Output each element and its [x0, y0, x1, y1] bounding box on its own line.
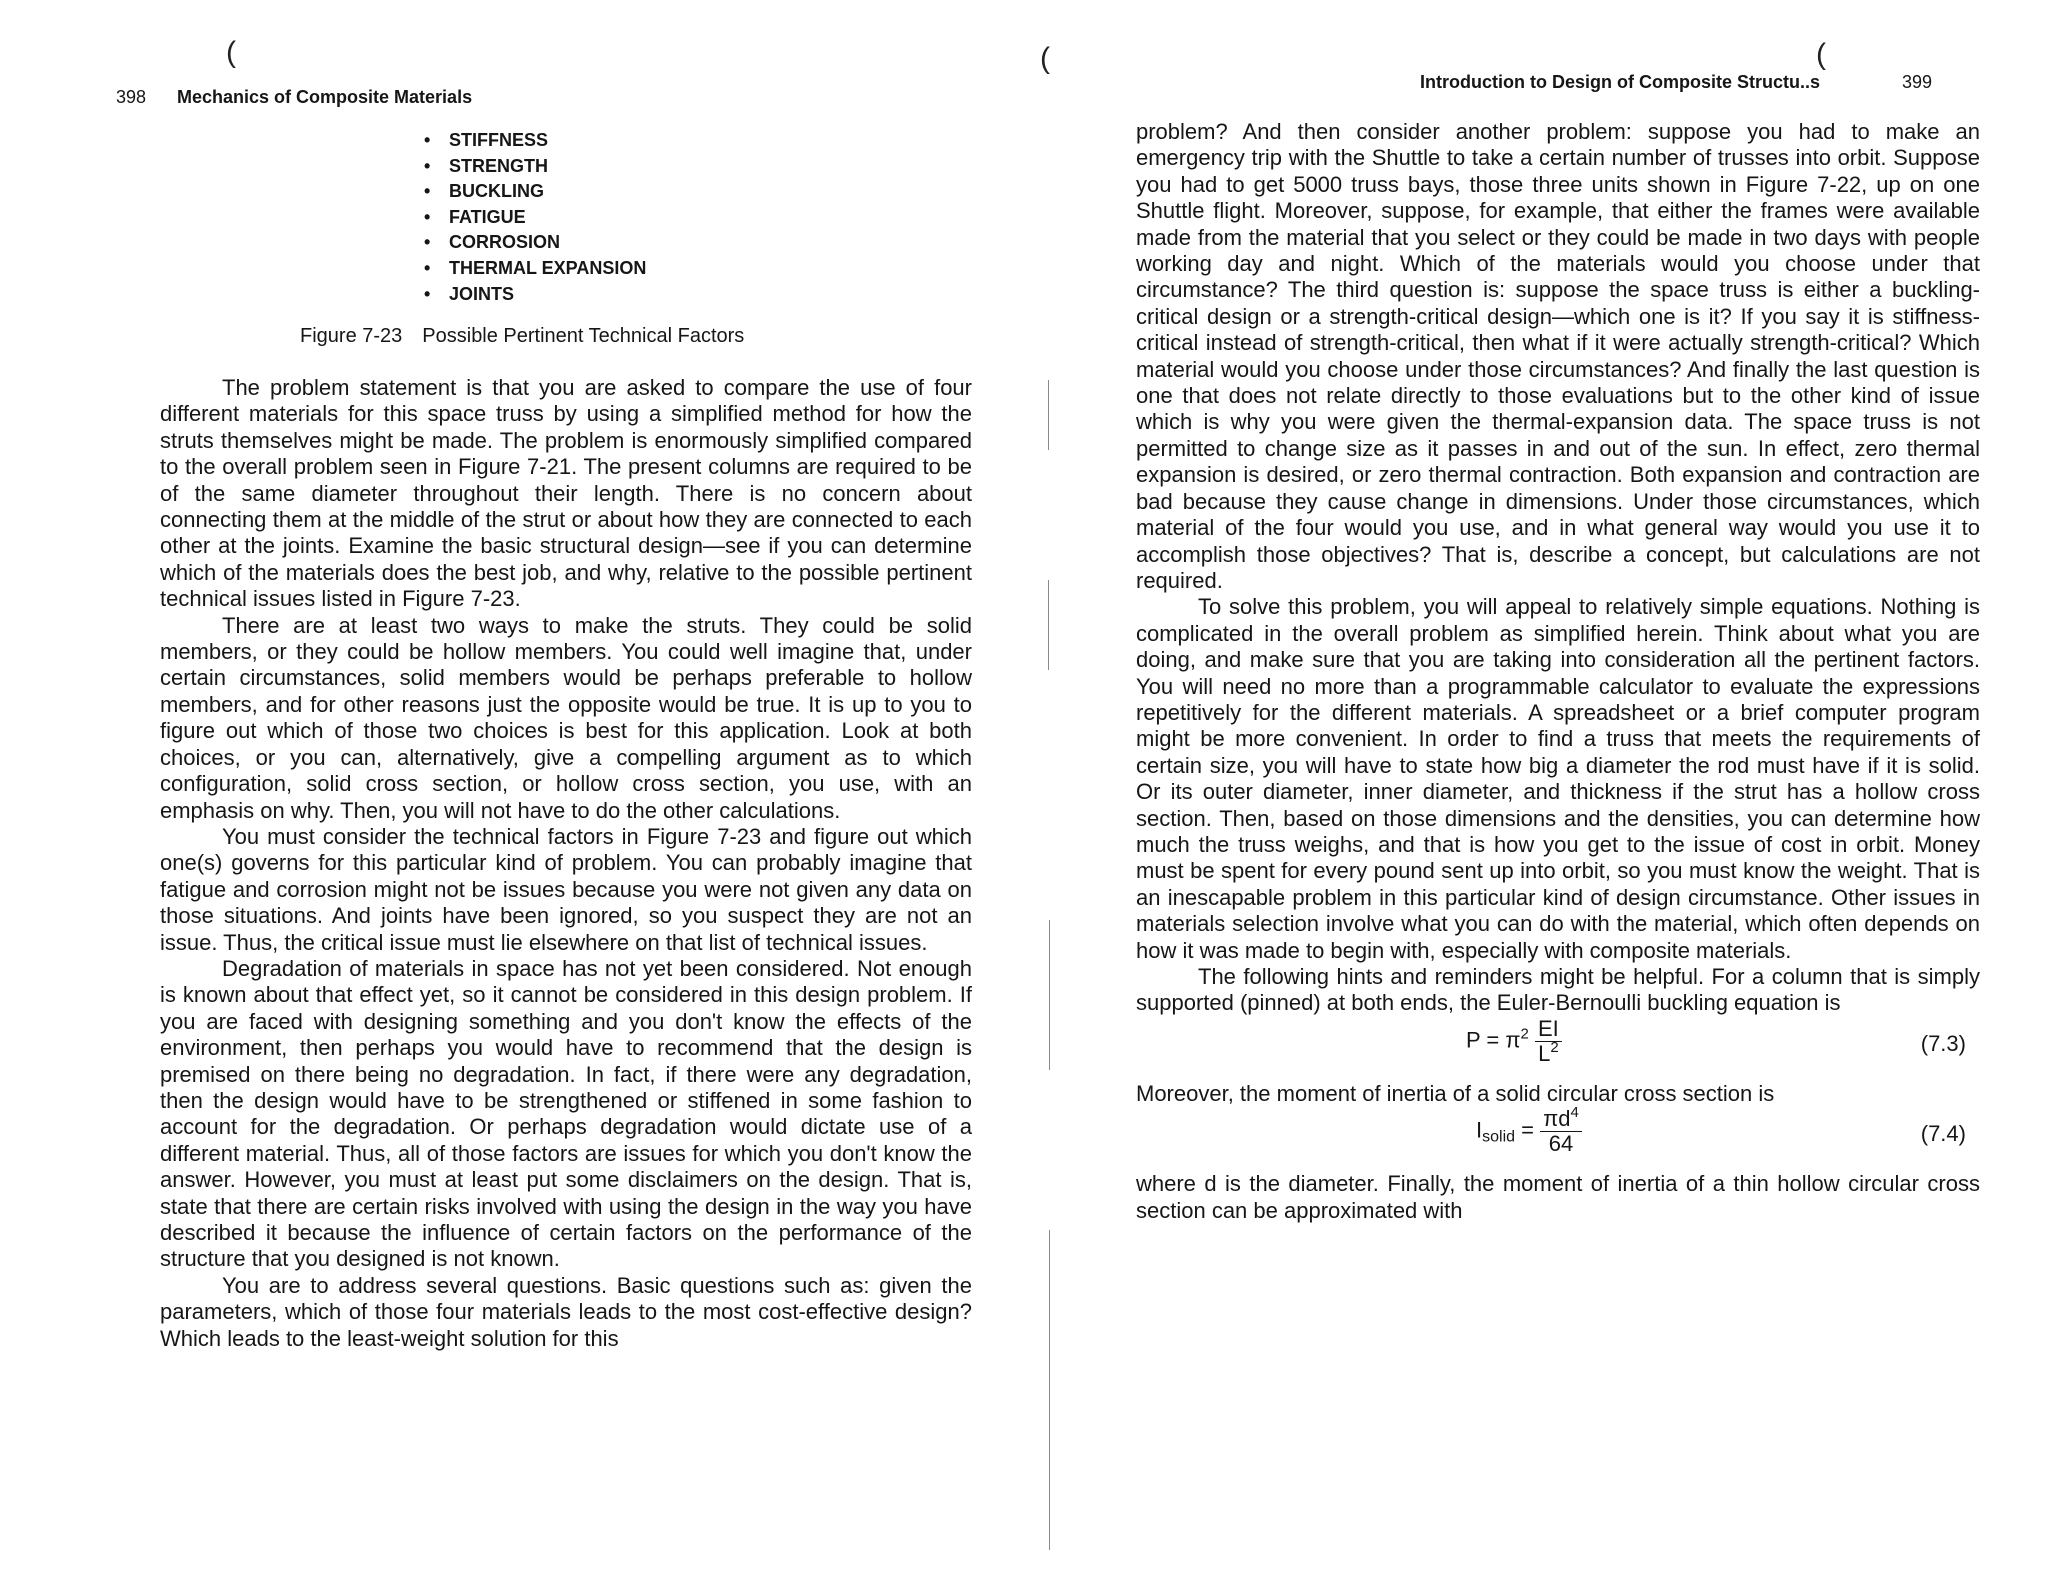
equation-7-4 [1136, 1104, 1980, 1171]
running-head: Introduction to Design of Composite Structu..s [1420, 72, 1820, 92]
scan-mark: ( [1040, 42, 1050, 75]
paragraph: You are to address several questions. Basic questions such as: given the parameters, which of those four materials leads to the most cost-effective design? Which leads to the least-weight solution for this [160, 1272, 972, 1351]
page-number: 398 [116, 87, 147, 107]
paragraph: where d is the diameter. Finally, the moment of inertia of a thin hollow circular cross section can be approximated with [1136, 1171, 1980, 1223]
paragraph: There are at least two ways to make the struts. They could be solid members, or they could be hollow members. You could well imagine that, under certain circumstances, solid members would be perhaps preferable to hollow members, and for other reasons just the opposite would be true. It is up to you to figure out which of those two choices is best for this application. Look at both choices, or you can, alternatively, give a compelling argument as to which configuration, solid cross section, or hollow cross section, you use, with an emphasis on why. Then, you will not have to do the other calculations. [160, 612, 972, 823]
running-head: Mechanics of Composite Materials [177, 87, 473, 107]
paragraph: You must consider the technical factors in Figure 7-23 and figure out which one(s) governs for this particular kind of problem. You can probably imagine that fatigue and corrosion might not be issues because you were not given any data on those situations. And joints have been ignored, so you suspect they are not an issue. Thus, the critical issue must lie elsewhere on that list of technical issues. [160, 823, 972, 955]
right-body [1136, 119, 1980, 1224]
euler-buckling-formula: $P = \pi^2$ $\frac{EI}{L^2}$ [1466, 1017, 1562, 1066]
factor-item: • THERMAL EXPANSION [424, 256, 646, 282]
left-body [160, 375, 972, 1352]
equation-7-3 [1136, 1017, 1980, 1081]
inertia-formula: $I_{solid}$ = $\frac{\pi d^4}{64}$ [1476, 1107, 1582, 1156]
caption-text: Possible Pertinent Technical Factors [422, 325, 745, 347]
paragraph: problem? And then consider another problem: suppose you had to make an emergency trip with the Shuttle to take a certain number of trusses into orbit. Suppose you had to get 5000 truss bays, those three units shown in Figure 7-22, up on one Shuttle flight. Moreover, suppose, for example, that either the frames were available made from the material that you select or they could be made in two days with people working day and night. Which of the materials would you choose under that circumstance? The third question is: suppose the space truss is either a buckling-critical design or a strength-critical design—which one is it? If you say it is stiffness-critical instead of strength-critical, then what if it were actually strength-critical? Which material would you choose under those circumstances? And finally the last question is one that does not relate directly to those evaluations but to the other kind of issue which is why you were given the thermal-expansion data. The space truss is not permitted to change size as it passes in and out of the sun. In effect, zero thermal expansion is desired, or zero thermal contraction. Both expansion and contraction are bad because they cause change in dimensions. Under those circumstances, which material of the four would you use, and in what general way would you use it to accomplish those objectives? That is, describe a concept, but calculations are not required. [1136, 119, 1980, 593]
factor-item: • FATIGUE [424, 205, 646, 231]
paragraph: Moreover, the moment of inertia of a solid circular cross section is [1136, 1080, 1775, 1106]
figure-caption [300, 323, 744, 349]
factor-item: • JOINTS [424, 282, 646, 308]
factor-item: • CORROSION [424, 230, 646, 256]
equation-number: (7.4) [1920, 1121, 1966, 1147]
equation-number: (7.3) [1920, 1030, 1966, 1056]
page-number: 399 [1902, 72, 1933, 92]
paragraph: The problem statement is that you are asked to compare the use of four different materials for this space truss by using a simplified method for how the struts themselves might be made. The problem is enormously simplified compared to the overall problem seen in Figure 7-21. The present columns are required to be of the same diameter throughout their length. There is no concern about connecting them at the middle of the strut or about how they are connected to each other at the joints. Examine the basic structural design—see if you can determine which of the materials does the best job, and why, relative to the possible pertinent technical issues listed in Figure 7-23. [160, 375, 972, 612]
factor-list [424, 128, 646, 307]
paragraph: To solve this problem, you will appeal to relatively simple equations. Nothing is complicated in the overall problem as simplified herein. Think about what you are doing, and make sure that you are taking into consideration all the pertinent factors. You will need no more than a programmable calculator to evaluate the expressions repetitively for the different materials. A spreadsheet or a brief computer program might be more convenient. In order to find a truss that meets the requirements of certain size, you will have to state how big a diameter the rod must have if it is solid. Or its outer diameter, inner diameter, and thickness if the strut has a hollow cross section. Then, based on those dimensions and the densities, you can determine how much the truss weighs, and that is how you get to the issue of cost in orbit. Money must be spent for every pound sent up into orbit, so you must know the weight. That is an inescapable problem in this particular kind of design circumstance. Other issues in materials selection involve what you can do with the material, which often depends on how it was made to begin with, especially with composite materials. [1136, 594, 1980, 963]
factor-item: • STIFFNESS [424, 128, 646, 154]
right-page [1040, 0, 2048, 1582]
paragraph: The following hints and reminders might be helpful. For a column that is simply supported (pinned) at both ends, the Euler-Bernoulli buckling equation is [1136, 964, 1980, 1016]
paragraph: Degradation of materials in space has not yet been considered. Not enough is known about that effect yet, so it cannot be considered in this design problem. If you are faced with designing something and you don't know the effects of the environment, then perhaps you would have to recommend that the design is premised on there being no degradation. In fact, if there were any degradation, then the design would have to be strengthened or stiffened in some fashion to account for the degradation. Or perhaps degradation would dictate use of a different material. Thus, all of those factors are issues for which you don't know the answer. However, you must at least put some disclaimers on the design. That is, state that there are certain risks involved with using the design in the way you have described it because the influence of certain factors on the performance of the structure that you designed is not known. [160, 955, 972, 1272]
factor-item: • STRENGTH [424, 154, 646, 180]
scan-mark: ( [226, 36, 236, 69]
factor-item: • BUCKLING [424, 179, 646, 205]
caption-label: Figure 7-23 [300, 325, 403, 347]
scan-mark: ( [1816, 38, 1826, 71]
